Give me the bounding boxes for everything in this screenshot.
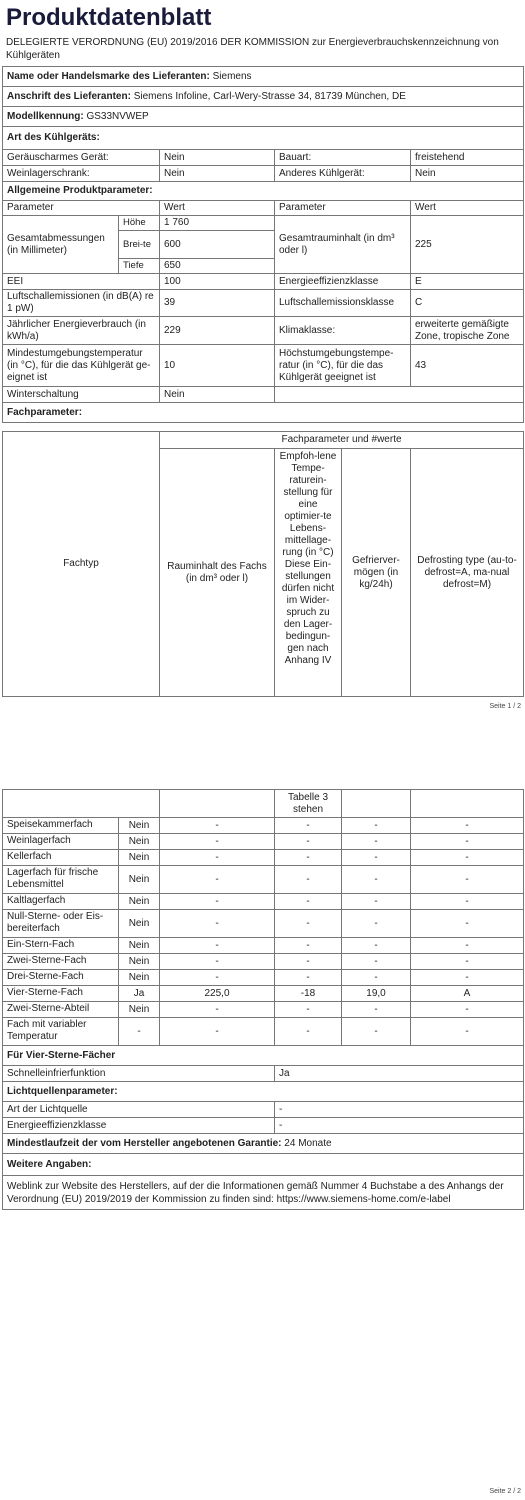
model-cell [3, 107, 524, 127]
eei-label: EEI [3, 274, 160, 290]
compartment-temperature: - [275, 910, 342, 938]
supplier-address-row [3, 87, 524, 107]
max-temp-label: Höchstumgebungstempe-ratur (in °C), für die das Kühlgerät geeignet ist [275, 345, 411, 387]
compartment-volume: - [160, 1002, 275, 1018]
eei-value: 100 [160, 274, 275, 290]
compartment-freezing-capacity: - [342, 818, 411, 834]
compartment-defrost-type: - [411, 866, 524, 894]
supplier-name-cell [3, 67, 524, 87]
further-text: Weblink zur Website des Herstellers, auf der die Informationen gemäß Nummer 4 Buchstabe a des Anhangs der Verordnung (EU) 2019/2019 der Kommission zu finden sind: [7, 1180, 504, 1205]
compartment-present: - [119, 1018, 160, 1046]
compartment-temperature: - [275, 1002, 342, 1018]
temperature-row [3, 345, 524, 387]
compartments-heading-row [3, 403, 524, 423]
height-value: 1 760 [160, 216, 275, 231]
compartment-volume: - [160, 894, 275, 910]
low-noise-value: Nein [160, 150, 275, 166]
compartment-present: Nein [119, 938, 160, 954]
climate-value: erweiterte gemäßigte Zone, tropische Zone [411, 317, 524, 345]
supplier-name-value: Siemens [212, 70, 252, 82]
light-class-value: - [275, 1118, 524, 1134]
low-noise-label: Geräuscharmes Gerät: [3, 150, 160, 166]
warranty-value: 24 Monate [284, 1137, 332, 1149]
noise-value: 39 [160, 290, 275, 317]
compartment-volume: - [160, 910, 275, 938]
compartment-defrost-type: - [411, 910, 524, 938]
compartment-temperature: - [275, 866, 342, 894]
compartment-freezing-capacity: - [342, 1018, 411, 1046]
page-2 [0, 745, 525, 1500]
energy-row [3, 317, 524, 345]
compartment-name: Ein-Stern-Fach [3, 938, 119, 954]
compartment-present: Nein [119, 866, 160, 894]
param-header: Parameter [275, 201, 411, 216]
light-heading: Lichtquellenparameter: [3, 1082, 524, 1102]
compartment-defrost-type: - [411, 1018, 524, 1046]
general-heading-row [3, 182, 524, 201]
design-value: freistehend [411, 150, 524, 166]
compartment-temperature: - [275, 1018, 342, 1046]
volume-header: Rauminhalt des Fachs (in dm³ oder l) [160, 449, 275, 697]
warranty-row [3, 1134, 524, 1154]
model-value: GS33NVWEP [86, 110, 149, 122]
general-header-row [3, 201, 524, 216]
value-header: Wert [411, 201, 524, 216]
appliance-type-row [3, 166, 524, 182]
winter-label: Winterschaltung [3, 387, 160, 403]
light-type-row [3, 1102, 524, 1118]
compartment-temperature: - [275, 894, 342, 910]
total-volume-label: Gesamtrauminhalt (in dm³ oder l) [275, 216, 411, 274]
compartment-volume: - [160, 850, 275, 866]
further-heading-row [3, 1154, 524, 1176]
light-type-value: - [275, 1102, 524, 1118]
noise-class-label: Luftschallemissionsklasse [275, 290, 411, 317]
compartment-row [3, 834, 524, 850]
compartment-rows [3, 818, 524, 1046]
compartment-name: Zwei-Sterne-Abteil [3, 1002, 119, 1018]
eei-row [3, 274, 524, 290]
compartment-row [3, 850, 524, 866]
compartment-present: Nein [119, 970, 160, 986]
design-label: Bauart: [275, 150, 411, 166]
compartment-present: Nein [119, 894, 160, 910]
warranty-label: Mindestlaufzeit der vom Hersteller angebotenen Garantie: [7, 1137, 282, 1149]
further-text-row [3, 1176, 524, 1210]
general-heading: Allgemeine Produktparameter: [3, 182, 524, 201]
compartment-row [3, 954, 524, 970]
compartment-freezing-capacity: - [342, 866, 411, 894]
quick-freeze-value: Ja [275, 1066, 524, 1082]
compartment-row [3, 1018, 524, 1046]
temperature-header: Empfoh-lene Tempe-raturein-stellung für eine optimier-te Lebens-mittellage-rung (in °C) Diese Ein-stellungen dürfen nicht im Wider-spruch zu den Lager-bedingun-gen nach Anhang IV [275, 449, 342, 697]
empty-cell [342, 790, 411, 818]
other-appliance-label: Anderes Kühlgerät: [275, 166, 411, 182]
compartment-volume: - [160, 970, 275, 986]
compartment-volume: - [160, 818, 275, 834]
compartment-freezing-capacity: - [342, 938, 411, 954]
compartment-freezing-capacity: 19,0 [342, 986, 411, 1002]
compartment-present: Nein [119, 910, 160, 938]
further-heading: Weitere Angaben: [3, 1154, 524, 1176]
compartment-defrost-type: - [411, 818, 524, 834]
empty-cell [411, 790, 524, 818]
quick-freeze-label: Schnelleinfrierfunktion [3, 1066, 275, 1082]
page-number: Seite 1 / 2 [489, 703, 521, 710]
compartment-name: Vier-Sterne-Fach [3, 986, 119, 1002]
further-text-cell [3, 1176, 524, 1210]
compartment-defrost-type: - [411, 1002, 524, 1018]
max-temp-value: 43 [411, 345, 524, 387]
temperature-header-continuation: Tabelle 3 stehen [275, 790, 342, 818]
compartment-present: Nein [119, 834, 160, 850]
model-row [3, 107, 524, 127]
height-label: Höhe [119, 216, 160, 231]
compartments-table [2, 789, 524, 1210]
light-type-label: Art der Lichtquelle [3, 1102, 275, 1118]
compartment-temperature: - [275, 850, 342, 866]
compartment-temperature: - [275, 938, 342, 954]
empty-cell [3, 790, 160, 818]
wine-storage-label: Weinlagerschrank: [3, 166, 160, 182]
supplier-address-label: Anschrift des Lieferanten: [7, 90, 131, 102]
defrost-type-header: Defrosting type (au-to-defrost=A, ma-nual defrost=M) [411, 449, 524, 697]
compartment-temperature: -18 [275, 986, 342, 1002]
product-data-table [2, 66, 524, 423]
depth-value: 650 [160, 259, 275, 274]
compartment-present: Ja [119, 986, 160, 1002]
compartment-name: Null-Sterne- oder Eis-bereiterfach [3, 910, 119, 938]
value-header: Wert [160, 201, 275, 216]
compartment-volume: 225,0 [160, 986, 275, 1002]
energy-label: Jährlicher Energieverbrauch (in kWh/a) [3, 317, 160, 345]
quick-freeze-row [3, 1066, 524, 1082]
width-value: 600 [160, 231, 275, 259]
header-continuation-row [3, 790, 524, 818]
energy-value: 229 [160, 317, 275, 345]
compartment-defrost-type: - [411, 834, 524, 850]
light-heading-row [3, 1082, 524, 1102]
compartment-name: Kaltlagerfach [3, 894, 119, 910]
manufacturer-url-link[interactable]: https://www.siemens-home.com/e-label [276, 1193, 451, 1205]
empty-cell [275, 387, 524, 403]
compartment-defrost-type: - [411, 850, 524, 866]
min-temp-value: 10 [160, 345, 275, 387]
compartment-name: Kellerfach [3, 850, 119, 866]
supplier-address-value: Siemens Infoline, Carl-Wery-Strasse 34, 81739 München, DE [133, 90, 406, 102]
model-label: Modellkennung: [7, 110, 84, 122]
compartment-group-header: Fachparameter und #werte [160, 432, 524, 449]
width-label: Brei-te [119, 231, 160, 259]
compartment-volume: - [160, 954, 275, 970]
compartment-freezing-capacity: - [342, 954, 411, 970]
compartment-freezing-capacity: - [342, 910, 411, 938]
compartments-heading: Fachparameter: [3, 403, 524, 423]
compartment-defrost-type: - [411, 970, 524, 986]
compartment-present: Nein [119, 818, 160, 834]
document-title: Produktdatenblatt [6, 4, 212, 31]
empty-cell [160, 790, 275, 818]
compartment-temperature: - [275, 970, 342, 986]
depth-label: Tiefe [119, 259, 160, 274]
light-class-row [3, 1118, 524, 1134]
supplier-name-row [3, 67, 524, 87]
energy-class-value: E [411, 274, 524, 290]
param-header: Parameter [3, 201, 160, 216]
compartment-present: Nein [119, 954, 160, 970]
compartment-freezing-capacity: - [342, 850, 411, 866]
compartment-row [3, 1002, 524, 1018]
compartment-defrost-type: - [411, 894, 524, 910]
compartment-name: Fach mit variabler Temperatur [3, 1018, 119, 1046]
light-class-label: Energieeffizienzklasse [3, 1118, 275, 1134]
compartment-row [3, 938, 524, 954]
regulation-text: DELEGIERTE VERORDNUNG (EU) 2019/2016 DER KOMMISSION zur Energieverbrauchskennzeichnung von Kühlgeräten [6, 37, 499, 61]
wine-storage-value: Nein [160, 166, 275, 182]
min-temp-label: Mindestumgebungstemperatur (in °C), für die das Kühlgerät ge-eignet ist [3, 345, 160, 387]
compartment-defrost-type: - [411, 954, 524, 970]
four-star-heading: Für Vier-Sterne-Fächer [3, 1046, 524, 1066]
noise-class-value: C [411, 290, 524, 317]
compartment-temperature: - [275, 954, 342, 970]
group-header-row [3, 432, 524, 449]
compartment-present: Nein [119, 1002, 160, 1018]
winter-row [3, 387, 524, 403]
freezing-capacity-header: Gefrierver-mögen (in kg/24h) [342, 449, 411, 697]
compartment-row [3, 818, 524, 834]
compartment-freezing-capacity: - [342, 834, 411, 850]
compartment-name: Lagerfach für frische Lebensmittel [3, 866, 119, 894]
dimensions-label: Gesamtabmessungen (in Millimeter) [3, 216, 119, 274]
noise-row [3, 290, 524, 317]
compartments-header-table [2, 431, 524, 697]
compartment-row [3, 970, 524, 986]
compartment-freezing-capacity: - [342, 1002, 411, 1018]
four-star-heading-row [3, 1046, 524, 1066]
compartment-defrost-type: - [411, 938, 524, 954]
other-appliance-value: Nein [411, 166, 524, 182]
compartment-row [3, 866, 524, 894]
compartment-present: Nein [119, 850, 160, 866]
compartment-freezing-capacity: - [342, 970, 411, 986]
appliance-type-row [3, 150, 524, 166]
compartment-name: Zwei-Sterne-Fach [3, 954, 119, 970]
appliance-type-heading-row [3, 127, 524, 150]
compartment-defrost-type: A [411, 986, 524, 1002]
compartment-temperature: - [275, 818, 342, 834]
compartment-volume: - [160, 834, 275, 850]
compartment-row [3, 986, 524, 1002]
compartment-freezing-capacity: - [342, 894, 411, 910]
compartment-name: Drei-Sterne-Fach [3, 970, 119, 986]
winter-value: Nein [160, 387, 275, 403]
compartment-type-header: Fachtyp [3, 432, 160, 697]
appliance-type-heading: Art des Kühlgeräts: [3, 127, 524, 150]
page-1 [0, 0, 525, 745]
compartment-volume: - [160, 938, 275, 954]
compartment-temperature: - [275, 834, 342, 850]
compartment-row [3, 894, 524, 910]
climate-label: Klimaklasse: [275, 317, 411, 345]
warranty-cell [3, 1134, 524, 1154]
dimension-row [3, 216, 524, 231]
energy-class-label: Energieeffizienzklasse [275, 274, 411, 290]
supplier-address-cell [3, 87, 524, 107]
noise-label: Luftschallemissionen (in dB(A) re 1 pW) [3, 290, 160, 317]
compartment-volume: - [160, 866, 275, 894]
supplier-name-label: Name oder Handelsmarke des Lieferanten: [7, 70, 210, 82]
compartment-volume: - [160, 1018, 275, 1046]
compartment-name: Weinlagerfach [3, 834, 119, 850]
compartment-row [3, 910, 524, 938]
compartment-name: Speisekammerfach [3, 818, 119, 834]
page-number: Seite 2 / 2 [489, 1488, 521, 1495]
total-volume-value: 225 [411, 216, 524, 274]
